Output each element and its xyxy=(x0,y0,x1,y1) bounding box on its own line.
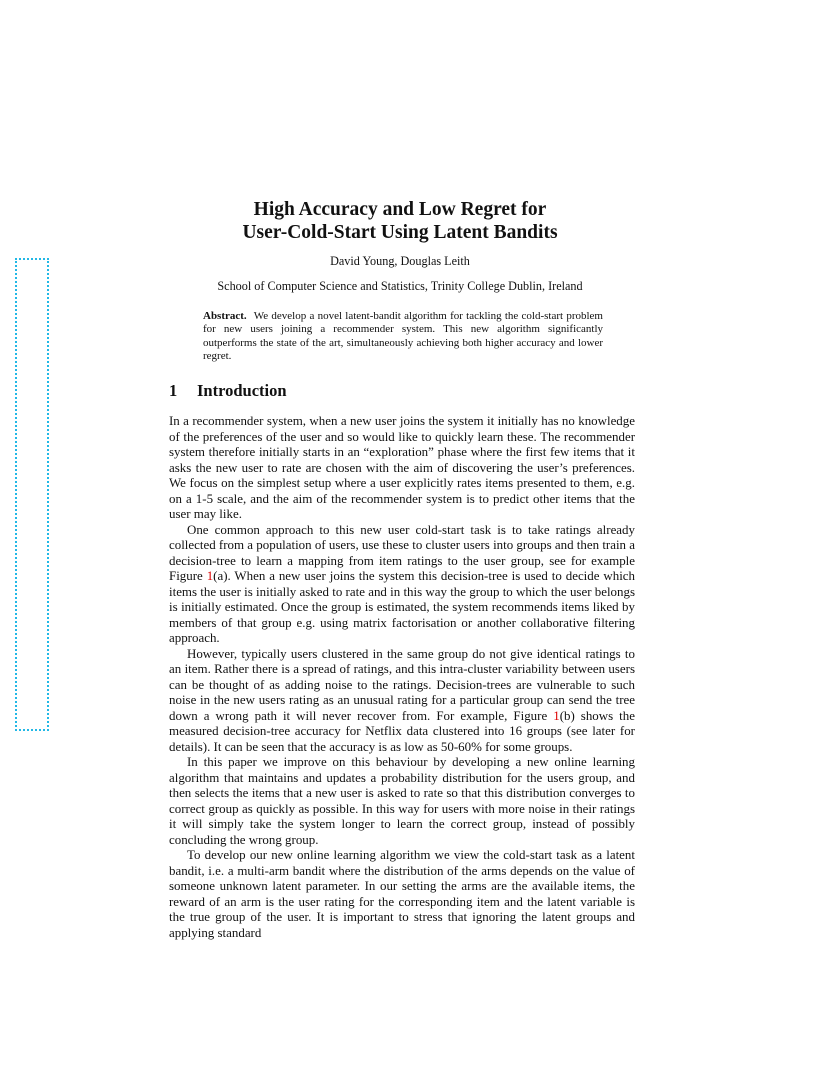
section-heading xyxy=(169,381,287,401)
dotted-margin-box xyxy=(15,258,49,731)
abstract xyxy=(203,310,603,363)
paragraph-1: In a recommender system, when a new user joins the system it initially has no knowledge of the preferences of the user and so would like to quickly learn these. The recommender system therefore initially starts in an “exploration” phase where the first few items that it asks the new user to rate are chosen with the aim of discovering the user’s preferences. We focus on the simplest setup where a user explicitly rates items presented to them, e.g. on a 1-5 scale, and the aim of the recommender system is to predict other items that the user may like. xyxy=(169,413,635,521)
paragraph-text: One common approach to this new user cold-start task is to take ratings already collected from a population of users, use these to cluster users into groups and then train a decision-tree to learn a mapping from item ratings to the user group, see for example Figure xyxy=(169,521,635,583)
paragraph-5: To develop our new online learning algorithm we view the cold-start task as a latent bandit, i.e. a multi-arm bandit where the distribution of the arms depends on the value of someone unknown latent parameter. In our setting the arms are the available items, the reward of an arm is the user rating for the corresponding item and the latent variable is the true group of the user. It is important to stress that ignoring the latent groups and applying standard xyxy=(169,847,635,940)
paragraph-4: In this paper we improve on this behaviour by developing a new online learning algorithm that maintains and updates a probability distribution for the users group, and then selects the items that a new user is asked to rate so that this distribution converges to correct group as quickly as possible. In this way for users with more noise in their ratings it will simply take the system longer to learn the correct group, instead of possibly concluding the wrong group. xyxy=(169,754,635,847)
paragraph-text: However, typically users clustered in the same group do not give identical ratings to an item. Rather there is a spread of ratings, and this intra-cluster variability between users can be thought of as adding noise to the ratings. Decision-trees are vulnerable to such noise in the new users rating as an unusual rating for a particular group can send the tree down a wrong path it will never recover from. For example, Figure xyxy=(169,645,635,723)
figure-ref-link[interactable]: 1 xyxy=(206,568,214,583)
section-number: 1 xyxy=(169,381,178,400)
title-line-2: User-Cold-Start Using Latent Bandits xyxy=(242,222,558,243)
abstract-label: Abstract. xyxy=(203,310,247,322)
section-title: Introduction xyxy=(197,381,287,400)
title-line-1: High Accuracy and Low Regret for xyxy=(253,199,547,220)
paragraph-2 xyxy=(169,522,635,646)
paragraph-text: (b) shows the measured decision-tree accuracy for Netflix data clustered into 16 groups (see later for details). It can be seen that the accuracy is as low as 50-60% for some groups. xyxy=(169,707,635,754)
authors: David Young, Douglas Leith xyxy=(330,254,470,268)
paragraph-text: (a). When a new user joins the system this decision-tree is used to decide which items the user is initially asked to rate and in this way the group to which the user belongs is initially estimated. Once the group is estimated, the system recommends items liked by members of that group e.g. using matrix factorisation or another collaborative filtering approach. xyxy=(169,568,636,645)
paragraph-3 xyxy=(169,646,635,755)
affiliation: School of Computer Science and Statistics, Trinity College Dublin, Ireland xyxy=(217,279,583,293)
abstract-text: We develop a novel latent-bandit algorithm for tackling the cold-start problem for new users joining a recommender system. This new algorithm significantly outperforms the state of the art, simultaneously achieving both higher accuracy and lower regret. xyxy=(203,310,603,362)
paper-title xyxy=(150,198,650,244)
body-text xyxy=(169,413,635,940)
figure-ref-link[interactable]: 1 xyxy=(553,707,560,723)
